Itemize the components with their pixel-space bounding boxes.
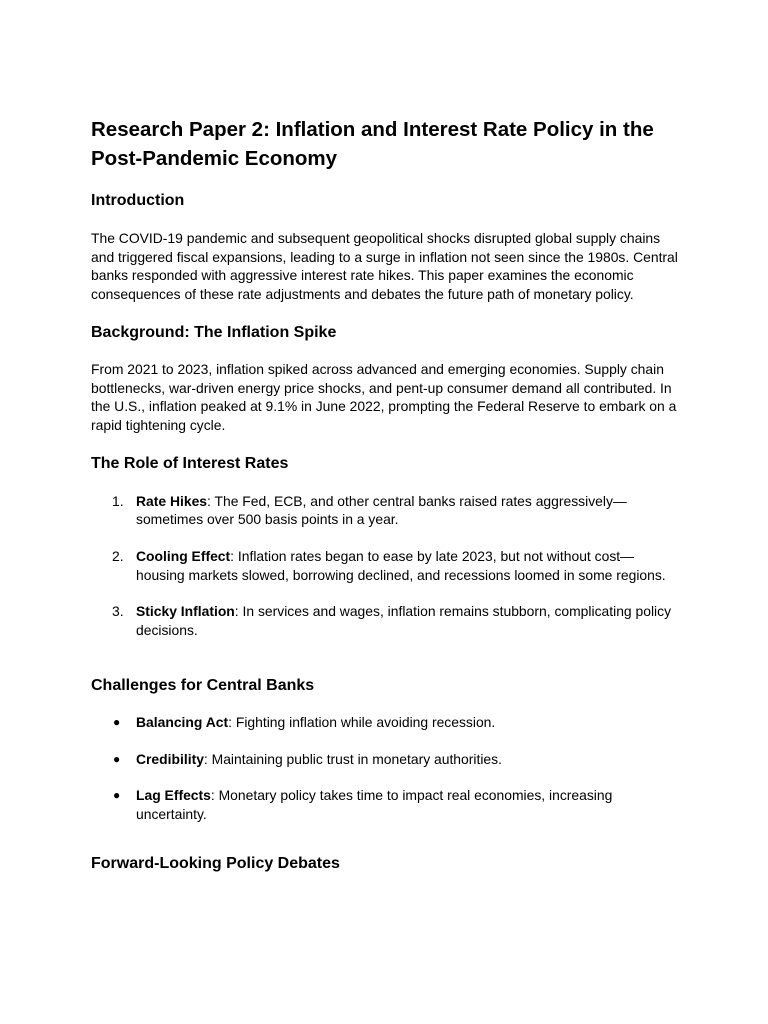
list-item-text: : The Fed, ECB, and other central banks raised rates aggressively—sometimes over 500 basis points in a year.: [136, 492, 627, 528]
section-heading-challenges: Challenges for Central Banks: [91, 676, 315, 694]
list-item-text: : In services and wages, inflation remains stubborn, complicating policy decisions.: [136, 603, 672, 639]
list-item-term: Balancing Act: [136, 713, 229, 730]
list-item: [91, 713, 682, 732]
list-item-text: : Fighting inflation while avoiding recession.: [228, 713, 496, 730]
list-item-term: Credibility: [136, 750, 204, 767]
bullet-icon: ●: [113, 788, 121, 803]
list-item: [91, 750, 682, 769]
list-number: 2.: [112, 548, 124, 565]
list-item-term: Cooling Effect: [136, 548, 231, 565]
list-item-term: Rate Hikes: [136, 492, 208, 509]
section-heading-role-of-interest-rates: The Role of Interest Rates: [91, 454, 289, 472]
list-item: [91, 492, 682, 529]
introduction-paragraph: The COVID-19 pandemic and subsequent geopolitical shocks disrupted global supply chains and triggered fiscal expansions, leading to a surge in inflation not seen since the 1980s. Central banks responded with aggressive interest rate hikes. This paper examines the economic consequences of these rate adjustments and debates the future path of monetary policy.: [91, 230, 678, 303]
bullet-icon: ●: [113, 751, 121, 766]
list-item-term: Sticky Inflation: [136, 603, 235, 620]
challenges-bullet-list: [91, 713, 768, 824]
list-item-text: : Maintaining public trust in monetary authorities.: [203, 750, 502, 767]
background-paragraph: From 2021 to 2023, inflation spiked across advanced and emerging economies. Supply chain bottlenecks, war-driven energy price shocks, and pent-up consumer demand all contributed. In the U.S., inflation peaked at 9.1% in June 2022, prompting the Federal Reserve to embark on a rapid tightening cycle.: [91, 360, 677, 433]
section-heading-forward-looking: Forward-Looking Policy Debates: [91, 854, 340, 872]
section-heading-introduction: Introduction: [91, 192, 185, 209]
list-item-term: Lag Effects: [136, 787, 211, 804]
list-item: [91, 786, 682, 823]
interest-rates-numbered-list: [91, 492, 768, 640]
list-item: [91, 602, 682, 639]
list-item: [91, 547, 682, 584]
list-number: 3.: [112, 603, 124, 620]
paper-title: Research Paper 2: Inflation and Interest Rate Policy in the Post-Pandemic Economy: [91, 118, 654, 170]
section-heading-background: Background: The Inflation Spike: [91, 323, 337, 341]
bullet-icon: ●: [113, 714, 121, 729]
list-number: 1.: [112, 492, 124, 509]
list-item-text: : Inflation rates began to ease by late 2023, but not without cost—housing markets slowed, borrowing declined, and recessions loomed in some regions.: [136, 548, 666, 583]
list-item-text: : Monetary policy takes time to impact real economies, increasing uncertainty.: [136, 787, 613, 822]
